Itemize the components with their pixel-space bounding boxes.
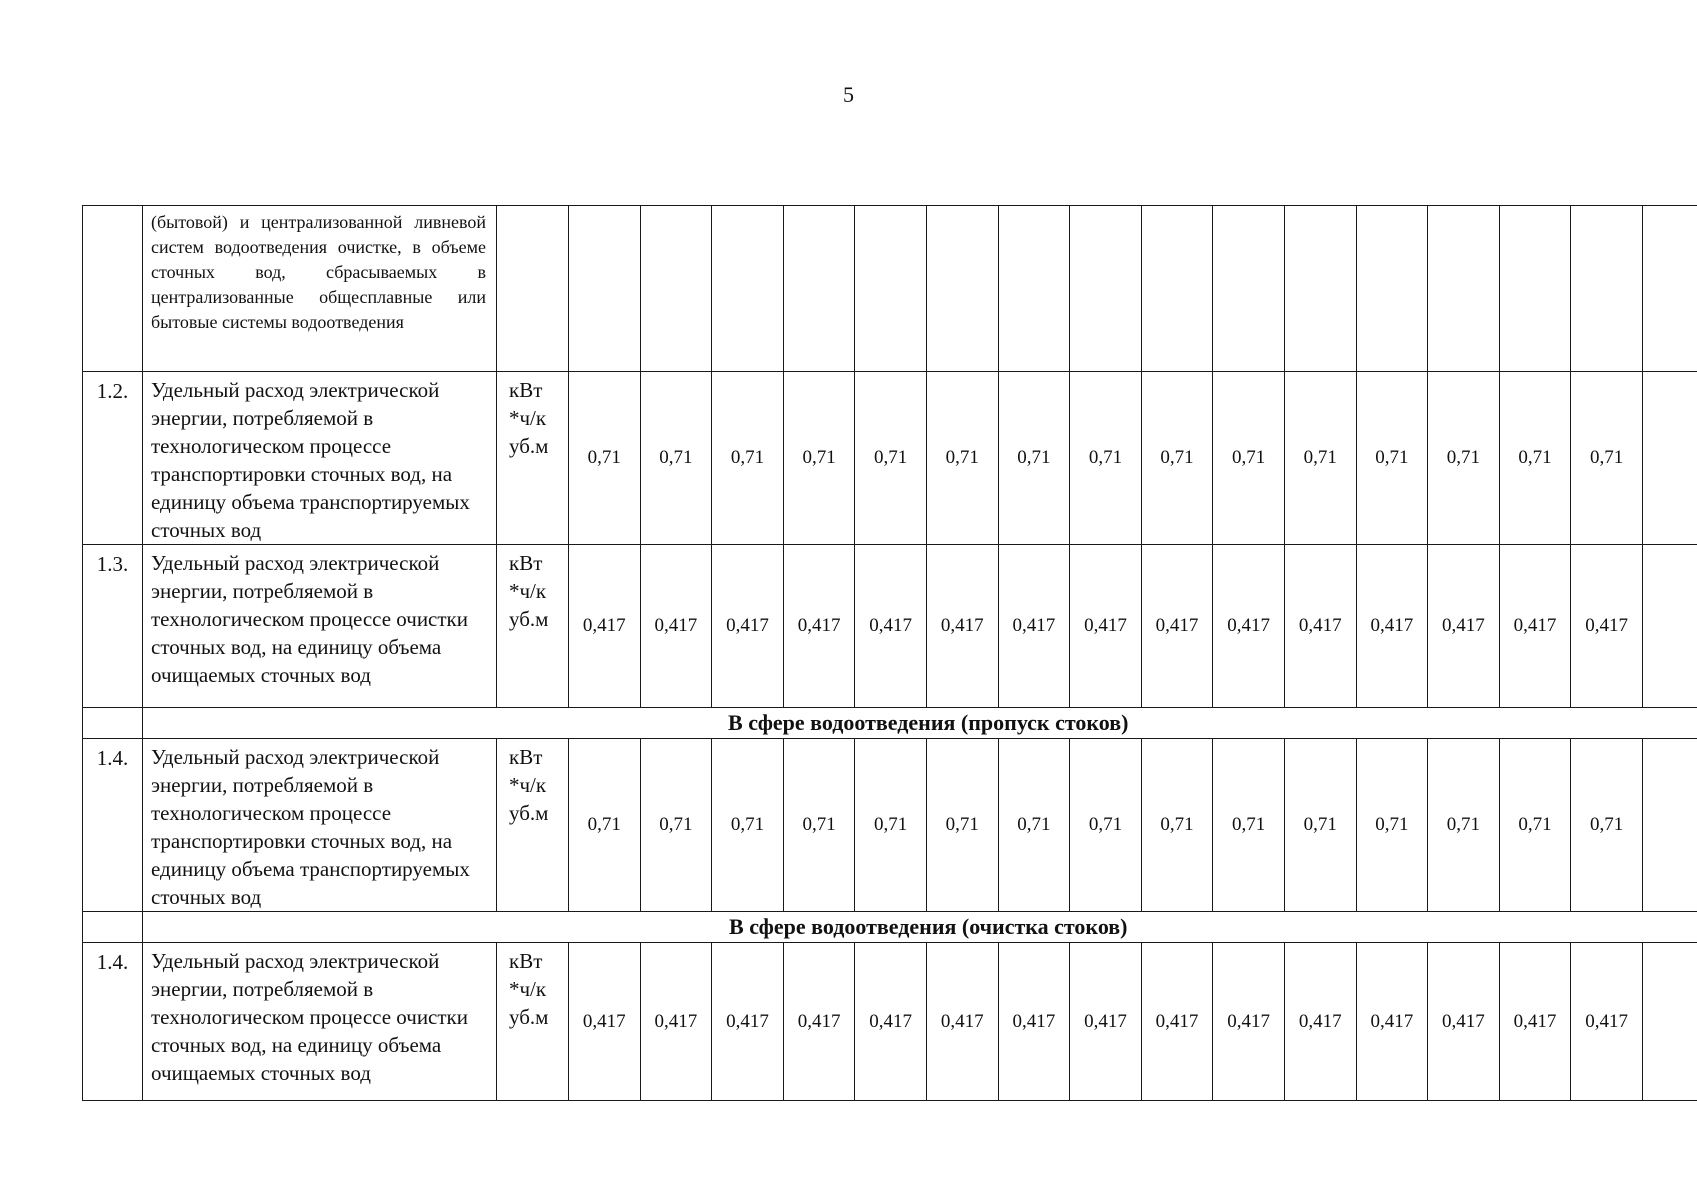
row-number: 1.4. [83,739,143,912]
value-cell: 0,71 [1070,372,1142,545]
value-cell [1141,206,1213,372]
value-cell: 0,71 [1213,739,1285,912]
value-cell: 0,417 [1284,943,1356,1101]
value-cell: 0,71 [998,372,1070,545]
value-cell [1571,206,1643,372]
value-cell: 0,71 [855,739,927,912]
unit-line: кВт [509,378,543,402]
value-cell [1642,206,1697,372]
value-cell: 0,71 [640,739,712,912]
value-cell: 0,417 [926,943,998,1101]
table-row [83,545,1697,708]
value-cell [926,206,998,372]
unit-cell [497,372,569,545]
indicator-name: Удельный расход электрической энергии, потребляемой в технологическом процессе очистки сточных вод, на единицу объема очищаемых сточных вод [143,545,497,708]
value-cell: 0,417 [640,943,712,1101]
value-cell: 0,417 [1213,943,1285,1101]
value-cell [1642,372,1697,545]
value-cell: 0,417 [855,545,927,708]
value-cell: 0,417 [712,545,784,708]
unit-line: кВт [509,551,543,575]
row-number: 1.2. [83,372,143,545]
indicator-name: Удельный расход электрической энергии, потребляемой в технологическом процессе транспортировки сточных вод, на единицу объема транспортируемых сточных вод [143,739,497,912]
value-cell: 0,71 [926,739,998,912]
table-row [83,206,1697,372]
section-row [83,708,1697,739]
value-cell [1213,206,1285,372]
row-number: 1.3. [83,545,143,708]
value-cell: 0,417 [1141,943,1213,1101]
value-cell: 0,71 [1141,372,1213,545]
unit-line: уб.м [509,801,549,825]
indicator-name: (бытовой) и централизованной ливневой систем водоотведения очистке, в объеме сточных вод, сбрасываемых в централизованные общесплавные или бытовые системы водоотведения [143,206,497,372]
value-cell: 0,71 [926,372,998,545]
value-cell: 0,417 [712,943,784,1101]
unit-line: кВт [509,949,543,973]
value-cell: 0,417 [569,545,641,708]
value-cell: 0,417 [1356,545,1428,708]
value-cell: 0,417 [855,943,927,1101]
value-cell: 0,71 [569,739,641,912]
indicator-table [82,205,1697,1101]
value-cell: 0,71 [569,372,641,545]
value-cell: 0,417 [1213,545,1285,708]
value-cell: 0,417 [1499,545,1571,708]
value-cell: 0,417 [1571,943,1643,1101]
unit-line: уб.м [509,607,549,631]
section-num-cell [83,708,143,739]
unit-cell [497,206,569,372]
unit-line: уб.м [509,1005,549,1029]
value-cell: 0,417 [640,545,712,708]
value-cell: 0,71 [1141,739,1213,912]
value-cell [640,206,712,372]
value-cell [783,206,855,372]
unit-cell [497,545,569,708]
value-cell: 0,71 [712,739,784,912]
value-cell: 0,417 [1356,943,1428,1101]
section-heading: В сфере водоотведения (пропуск стоков) [143,708,1697,739]
table-row [83,372,1697,545]
value-cell: 0,71 [1284,372,1356,545]
value-cell: 0,71 [998,739,1070,912]
value-cell: 0,417 [998,943,1070,1101]
value-cell: 0,71 [1284,739,1356,912]
value-cell [1642,739,1697,912]
unit-line: кВт [509,745,543,769]
value-cell: 0,71 [1428,372,1500,545]
value-cell [1284,206,1356,372]
value-cell: 0,71 [640,372,712,545]
value-cell [1428,206,1500,372]
value-cell [1070,206,1142,372]
value-cell: 0,71 [1356,739,1428,912]
value-cell: 0,71 [1499,372,1571,545]
value-cell: 0,417 [1070,943,1142,1101]
unit-cell [497,739,569,912]
value-cell: 0,71 [1070,739,1142,912]
value-cell [1356,206,1428,372]
row-number [83,206,143,372]
section-num-cell [83,912,143,943]
value-cell [1642,545,1697,708]
indicator-name: Удельный расход электрической энергии, потребляемой в технологическом процессе очистки сточных вод, на единицу объема очищаемых сточных вод [143,943,497,1101]
value-cell: 0,417 [783,545,855,708]
value-cell: 0,71 [1499,739,1571,912]
page-number: 5 [843,82,854,107]
value-cell: 0,417 [783,943,855,1101]
value-cell: 0,71 [1213,372,1285,545]
value-cell: 0,417 [1571,545,1643,708]
unit-cell [497,943,569,1101]
value-cell [998,206,1070,372]
value-cell: 0,417 [998,545,1070,708]
value-cell: 0,71 [1356,372,1428,545]
value-cell: 0,71 [783,739,855,912]
value-cell: 0,71 [783,372,855,545]
unit-line: *ч/к [509,579,547,603]
value-cell [1642,943,1697,1101]
value-cell: 0,71 [855,372,927,545]
value-cell: 0,417 [1284,545,1356,708]
value-cell: 0,71 [712,372,784,545]
value-cell [712,206,784,372]
value-cell [855,206,927,372]
value-cell: 0,417 [926,545,998,708]
value-cell: 0,417 [1141,545,1213,708]
value-cell: 0,71 [1428,739,1500,912]
value-cell [1499,206,1571,372]
table-row [83,739,1697,912]
unit-line: *ч/к [509,977,547,1001]
value-cell [569,206,641,372]
section-row [83,912,1697,943]
value-cell: 0,71 [1571,739,1643,912]
section-heading: В сфере водоотведения (очистка стоков) [143,912,1697,943]
value-cell: 0,417 [569,943,641,1101]
value-cell: 0,417 [1499,943,1571,1101]
unit-line: *ч/к [509,406,547,430]
row-number: 1.4. [83,943,143,1101]
value-cell: 0,71 [1571,372,1643,545]
value-cell: 0,417 [1428,545,1500,708]
unit-line: *ч/к [509,773,547,797]
value-cell: 0,417 [1428,943,1500,1101]
table-row [83,943,1697,1101]
indicator-name: Удельный расход электрической энергии, потребляемой в технологическом процессе транспортировки сточных вод, на единицу объема транспортируемых сточных вод [143,372,497,545]
unit-line: уб.м [509,434,549,458]
value-cell: 0,417 [1070,545,1142,708]
